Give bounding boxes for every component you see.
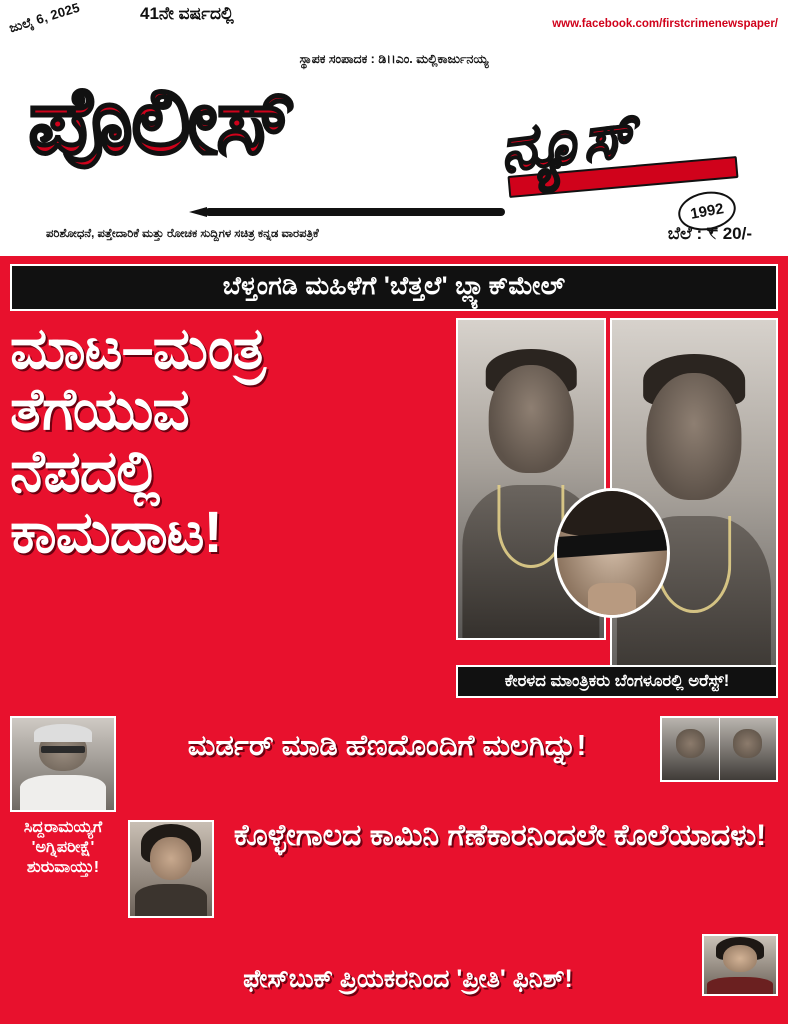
kamini-photo (128, 820, 214, 918)
hero-headline (10, 318, 462, 564)
main-content (0, 256, 788, 1024)
murder-story-headline: ಮರ್ಡರ್ ಮಾಡಿ ಹೆಣದೊಂದಿಗೆ ಮಲಗಿದ್ನು! (187, 730, 587, 762)
logo-title-sub: ನ್ಯೂಸ್ (496, 99, 640, 186)
photo-face (489, 365, 574, 473)
hero-headline-line-2: ತೆಗೆಯುವ (10, 377, 189, 443)
masthead (0, 0, 788, 256)
two-accused-photo (660, 716, 778, 782)
volume-label: 41ನೇ ವರ್ಷದಲ್ಲಿ (140, 4, 234, 23)
logo-title-main: ಪೊಲೀಸ್ (28, 68, 295, 173)
hero-story (10, 318, 778, 710)
spectacles-icon (41, 746, 86, 753)
photo-face (733, 729, 762, 758)
photo-face (723, 945, 758, 972)
photo-hair (34, 724, 91, 742)
preethi-photo (702, 934, 778, 996)
photo-body (707, 977, 773, 994)
facebook-link[interactable]: www.facebook.com/firstcrimenewspaper/ (552, 18, 778, 30)
photo-face (646, 373, 741, 501)
siddaramaiah-photo (10, 716, 116, 812)
hero-photo-group (456, 318, 778, 698)
tagline: ಪರಿಶೋಧನೆ, ಪತ್ತೇದಾರಿಕೆ ಮತ್ತು ರೋಚಕ ಸುದ್ದಿಗಳ ಸಚಿತ್ರ ಕನ್ನಡ ವಾರಪತ್ರಿಕೆ (46, 228, 319, 240)
hero-headline-line-3: ನೆಪದಲ್ಲಿ (10, 438, 160, 504)
inset-hair (554, 488, 670, 536)
issue-date: ಜುಲೈ 6, 2025 (7, 0, 82, 36)
photo-body (135, 884, 207, 916)
accused-thumb-2 (720, 718, 777, 780)
kamini-story-headline: ಕೊಳ್ಳೇಗಾಲದ ಕಾಮಿನಿ ಗೆಣೆಕಾರನಿಂದಲೇ ಕೊಲೆಯಾದಳು! (233, 819, 767, 852)
hero-photo-caption: ಕೇರಳದ ಮಾಂತ್ರಿಕರು ಬೆಂಗಳೂರಲ್ಲಿ ಅರೆಸ್ಟ್! (456, 665, 778, 698)
lower-stories (10, 818, 778, 996)
price-label: ಬೆಲೆ : ₹ 20/- (667, 224, 752, 243)
top-banner-headline: ಬೆಳ್ತಂಗಡಿ ಮಹಿಳೆಗೆ 'ಬೆತ್ತಲೆ' ಬ್ಲ್ಯಾಕ್‌ಮೇಲ್ (10, 264, 778, 311)
secondary-story-strip (10, 716, 778, 812)
photo-face (676, 729, 705, 758)
pen-icon (205, 208, 505, 216)
hero-headline-line-1: ಮಾಟ–ಮಂತ್ರ (10, 316, 265, 381)
founder-editor: ಸ್ಥಾಪಕ ಸಂಪಾದಕ : ಡಿ।।ಎಂ. ಮಲ್ಲಿಕಾರ್ಜುನಯ್ಯ (299, 52, 489, 66)
established-badge: 1992 (675, 187, 739, 234)
logo (0, 68, 788, 223)
photo-face (150, 837, 193, 880)
hero-headline-line-4: ಕಾಮದಾಟ! (10, 500, 222, 566)
accused-thumb-1 (662, 718, 720, 780)
victim-photo-inset (554, 488, 670, 618)
inset-neck (588, 583, 636, 615)
facebook-story-headline: ಫೇಸ್‌ಬುಕ್ ಪ್ರಿಯಕರನಿಂದ 'ಪ್ರೀತಿ' ಫಿನಿಶ್! (243, 965, 573, 993)
siddaramaiah-caption: ಸಿದ್ದರಾಮಯ್ಯಗೆ 'ಅಗ್ನಿಪರೀಕ್ಷೆ' ಶುರುವಾಯ್ತು! (23, 819, 103, 876)
photo-shirt (20, 775, 106, 810)
